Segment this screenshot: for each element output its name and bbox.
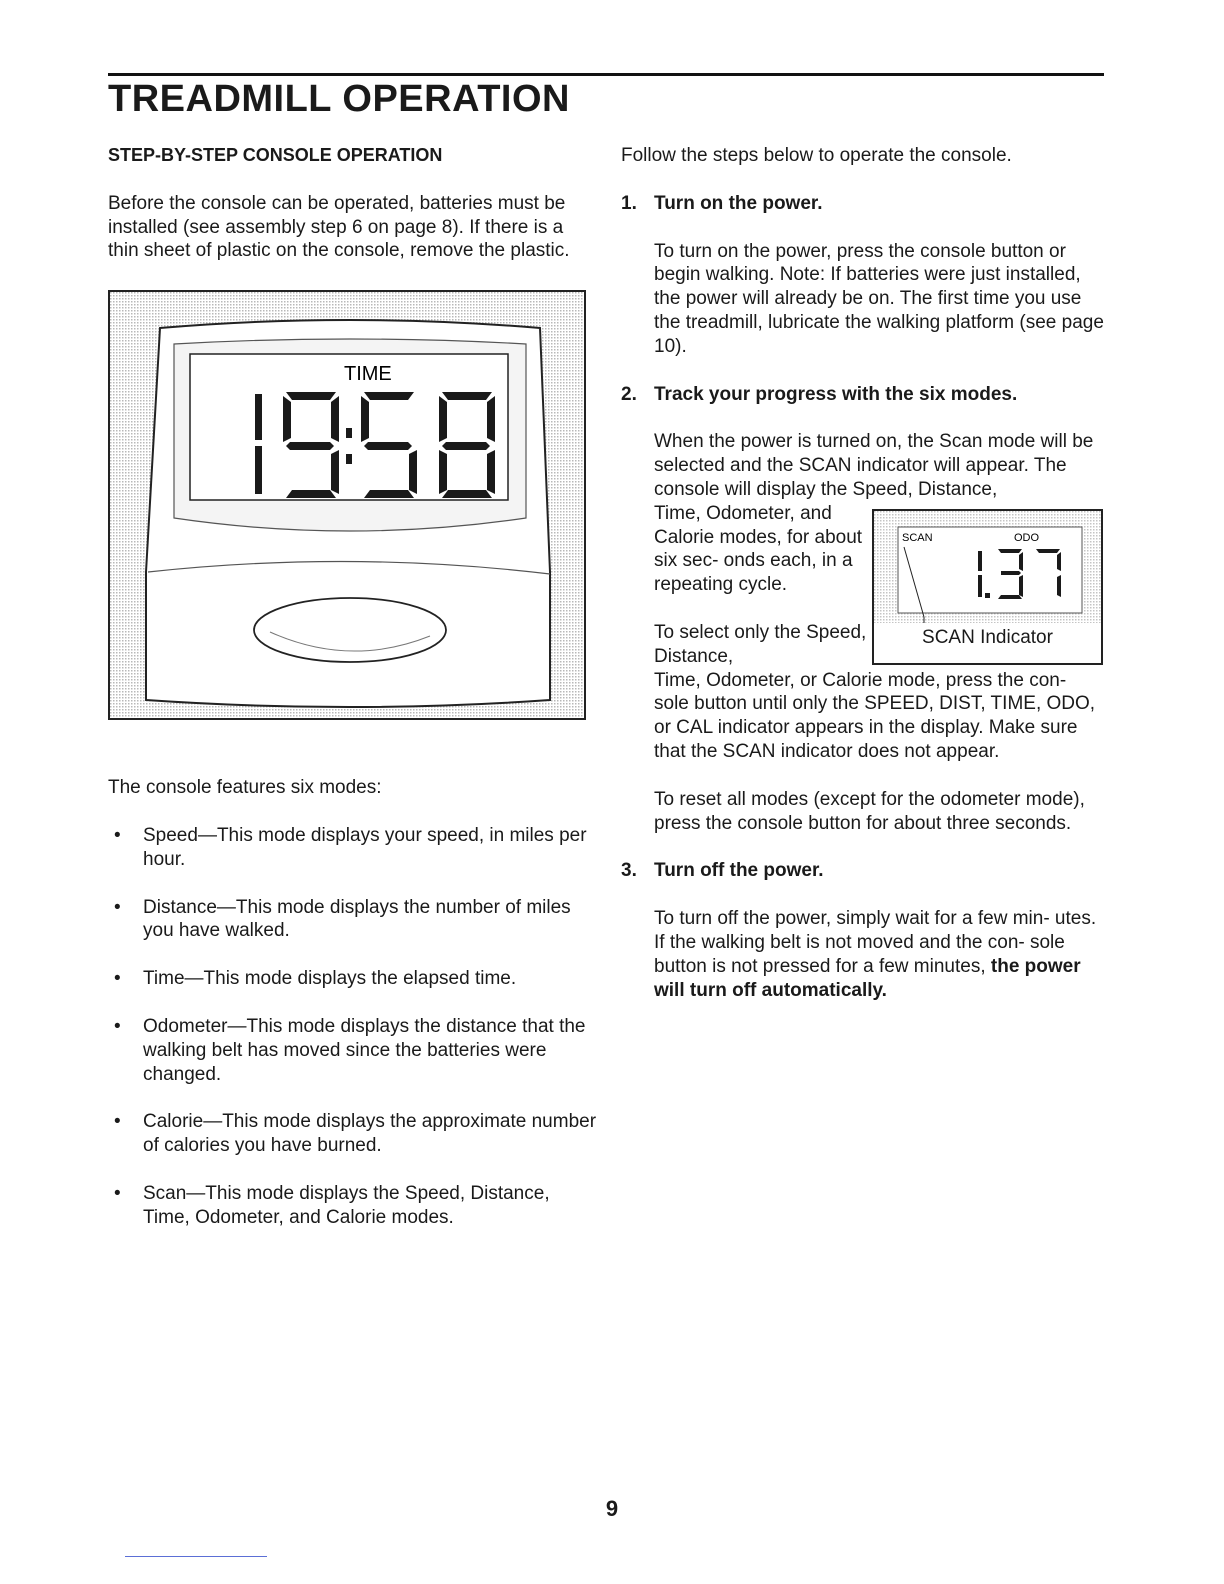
console-illustration [110, 292, 584, 718]
odo-label: ODO [1014, 532, 1040, 544]
time-label: TIME [344, 363, 392, 385]
scan-display [874, 511, 1101, 623]
footer-line [125, 1556, 267, 1557]
step-3-heading: 3. Turn off the power. [621, 860, 824, 882]
list-item: • Odometer—This mode displays the distance that the walking belt has moved since the batteries were changed. [114, 1015, 586, 1085]
step-3-body: To turn off the power, simply wait for a few min- utes. If the walking belt is not moved and the con- sole button is not pressed for a few minutes, the power will turn off automatically. [654, 908, 1097, 1001]
scan-indicator-figure [872, 509, 1103, 665]
page-number: 9 [605, 1496, 619, 1521]
step-1-body: To turn on the power, press the console button or begin walking. Note: If batteries were just installed, the power will already be on. The first time you use the treadmill, lubricate the walking platform (see page 10). [654, 240, 1104, 357]
scan-caption: SCAN Indicator [922, 627, 1053, 648]
intro-paragraph: Before the console can be operated, batteries must be installed (see assembly step 6 on page 8). If there is a thin sheet of plastic on the console, remove the plastic. [108, 192, 570, 262]
list-item: • Calorie—This mode displays the approximate number of calories you have burned. [114, 1111, 597, 1157]
list-item: • Speed—This mode displays your speed, in miles per hour. [114, 825, 587, 870]
left-column [108, 144, 598, 263]
step-2-body: When the power is turned on, the Scan mode will be selected and the SCAN indicator will appear. The console will display the Speed, Distance, Time, Odometer, and Calorie modes, for about six sec- onds each, in a repeating cycle. To select only the Speed, Distance, Time, Odometer, or Calorie mode, press the con- sole button until only the SPEED, DIST, TIME, ODO, or CAL indicator appears in the display. Make sure that the SCAN indicator does not appear. To reset all modes (except for the odometer mode), press the console button for about three seconds. [654, 431, 1096, 834]
page-title: TREADMILL OPERATION [108, 78, 570, 120]
modes-list [108, 824, 598, 1254]
step-1-heading: 1. Turn on the power. [621, 192, 823, 214]
scan-label: SCAN [902, 532, 933, 544]
section-title: STEP-BY-STEP CONSOLE OPERATION [108, 145, 443, 165]
step-2-heading: 2. Track your progress with the six modes. [621, 383, 1018, 405]
list-item: • Scan—This mode displays the Speed, Distance, Time, Odometer, and Calorie modes. [114, 1182, 550, 1228]
list-item: • Distance—This mode displays the number of miles you have walked. [114, 896, 571, 942]
console-figure [108, 290, 586, 720]
steps-intro: Follow the steps below to operate the console. [621, 145, 1012, 166]
console-button [254, 598, 446, 662]
modes-intro: The console features six modes: [108, 777, 382, 798]
list-item: • Time—This mode displays the elapsed time. [114, 968, 517, 990]
